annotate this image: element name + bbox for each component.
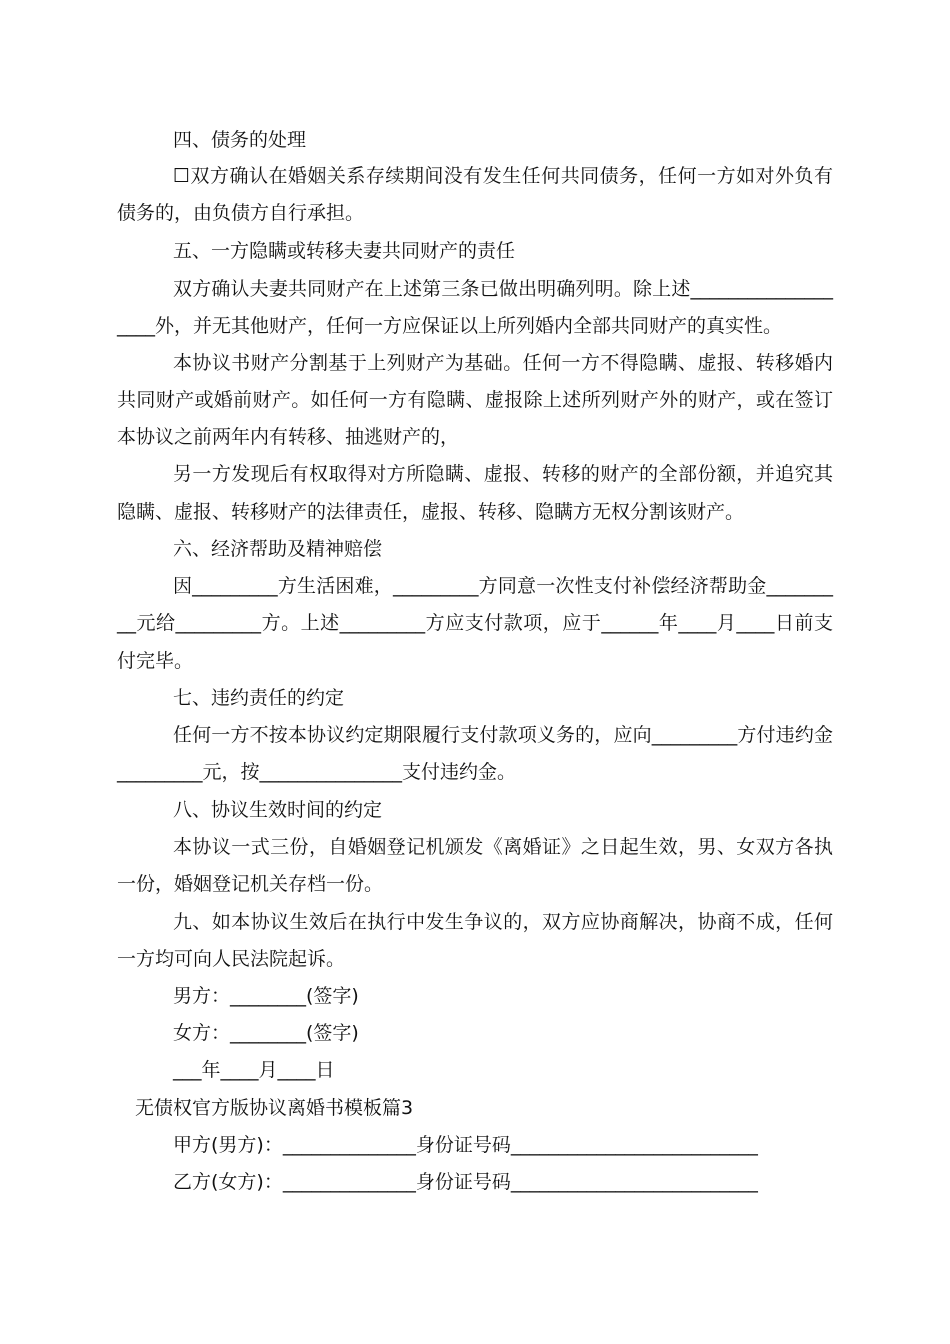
paragraph-line: 本协议之前两年内有转移、抽逃财产的， [117,426,460,448]
paragraph-line: 一份，婚姻登记机关存档一份。 [117,873,384,895]
signature-male: 男方：________(签字) [173,985,359,1007]
paragraph-line: 付完毕。 [117,650,194,672]
heading-effective: 八、协议生效时间的约定 [173,799,383,821]
paragraph-line: ____外，并无其他财产，任何一方应保证以上所列婚内全部共同财产的真实性。 [117,315,783,337]
paragraph-line: __元给_________方。上述_________方应支付款项，应于______年____月____日前支 [117,612,833,634]
heading-concealment: 五、一方隐瞒或转移夫妻共同财产的责任 [173,240,516,262]
party-a-line: 甲方(男方)：______________身份证号码__________________________ [173,1134,758,1156]
signature-date: ___年____月____日 [173,1059,335,1081]
paragraph-line: 共同财产或婚前财产。如任何一方有隐瞒、虚报除上述所列财产外的财产，或在签订 [117,389,833,411]
paragraph-line: 本协议书财产分割基于上列财产为基础。任何一方不得隐瞒、虚报、转移婚内 [173,352,833,374]
paragraph-line: 债务的，由负债方自行承担。 [117,202,365,224]
paragraph-line: 任何一方不按本协议约定期限履行支付款项义务的，应向_________方付违约金 [173,724,833,746]
paragraph-line: 另一方发现后有权取得对方所隐瞒、虚报、转移的财产的全部份额，并追究其 [173,463,833,485]
paragraph-line: ☐双方确认在婚姻关系存续期间没有发生任何共同债务，任何一方如对外负有 [173,165,833,187]
paragraph-line: 双方确认夫妻共同财产在上述第三条已做出明确列明。除上述_______________ [173,278,833,300]
paragraph-line: 一方均可向人民法院起诉。 [117,948,346,970]
paragraph-line: 因_________方生活困难，_________方同意一次性支付补偿经济帮助金_______ [173,575,833,597]
paragraph-line: 九、如本协议生效后在执行中发生争议的，双方应协商解决，协商不成，任何 [173,911,833,933]
heading-compensation: 六、经济帮助及精神赔偿 [173,538,383,560]
paragraph-line: 本协议一式三份，自婚姻登记机颁发《离婚证》之日起生效，男、女双方各执 [173,836,833,858]
section-title: 无债权官方版协议离婚书模板篇3 [135,1097,414,1119]
party-b-line: 乙方(女方)：______________身份证号码__________________________ [173,1171,758,1193]
paragraph-line: 隐瞒、虚报、转移财产的法律责任，虚报、转移、隐瞒方无权分割该财产。 [117,501,745,523]
signature-female: 女方：________(签字) [173,1022,359,1044]
heading-debt: 四、债务的处理 [173,129,307,151]
heading-breach: 七、违约责任的约定 [173,687,345,709]
paragraph-line: _________元，按_______________支付违约金。 [117,761,517,783]
